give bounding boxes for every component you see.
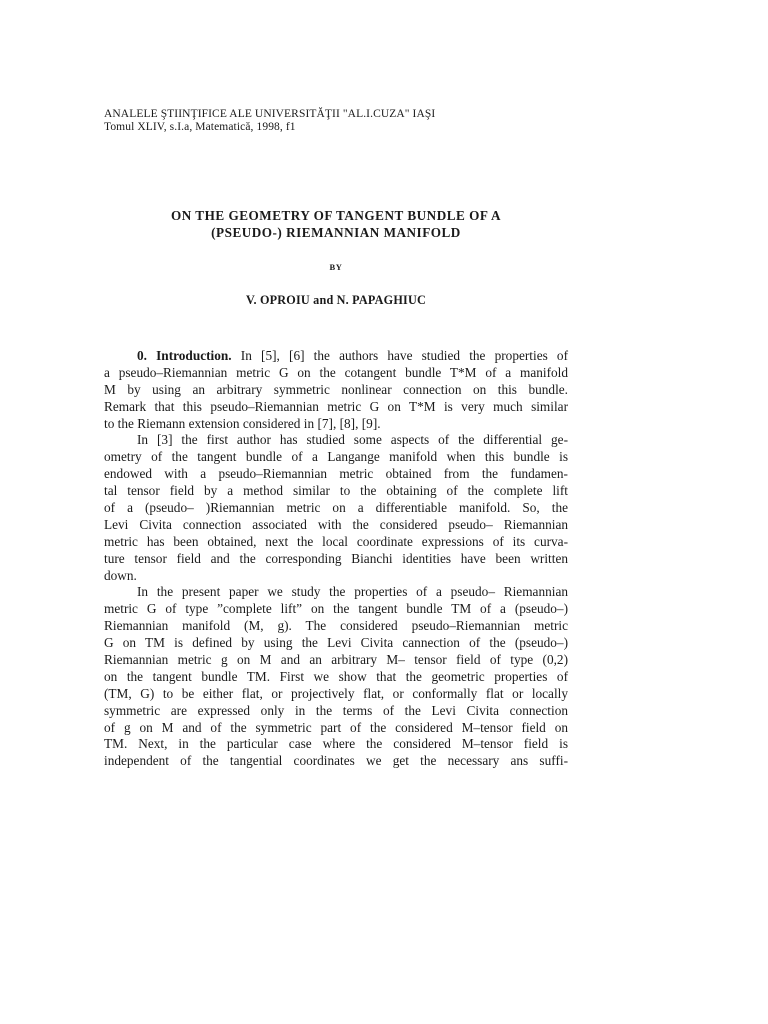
text-line: endowed with a pseudo–Riemannian metric obtained from the fundamen- xyxy=(104,466,568,482)
text-line: Levi Civita connection associated with the considered pseudo– Riemannian xyxy=(104,516,568,532)
text-line: ometry of the tangent bundle of a Langange manifold when this bundle is xyxy=(104,449,568,465)
text-line: on the tangent bundle TM. First we show that the geometric properties of xyxy=(104,668,568,684)
text-line: 0. Introduction. In [5], [6] the authors have studied the properties of xyxy=(137,348,569,363)
text-line: metric G of type ”complete lift” on the tangent bundle TM of a (pseudo–) xyxy=(104,601,568,617)
authors: V. OPROIU and N. PAPAGHIUC xyxy=(246,293,426,307)
text-line: G on TM is defined by using the Levi Civita cannection of the (pseudo–) xyxy=(104,635,568,651)
section-heading: 0. Introduction. xyxy=(137,348,232,363)
text-line: In the present paper we study the properties of a pseudo– Riemannian xyxy=(137,584,568,600)
text-line: metric has been obtained, next the local coordinate expressions of its curva- xyxy=(104,533,568,549)
journal-volume: Tomul XLIV, s.I.a, Matematică, 1998, f1 xyxy=(104,121,296,133)
text-line: (TM, G) to be either flat, or projectively flat, or conformally flat or locally xyxy=(104,685,568,701)
text-line: Remark that this pseudo–Riemannian metric G on T*M is very much similar xyxy=(104,398,568,414)
text-line: to the Riemann extension considered in [7], [8], [9]. xyxy=(104,415,381,431)
text-line: Riemannian manifold (M, g). The considered pseudo–Riemannian metric xyxy=(104,618,568,634)
title-line-1: ON THE GEOMETRY OF TANGENT BUNDLE OF A xyxy=(170,208,502,223)
paper-title xyxy=(104,207,568,241)
text-line: M by using an arbitrary symmetric nonlinear connection on this bundle. xyxy=(104,381,568,397)
text-line: of g on M and of the symmetric part of the considered M–tensor field on xyxy=(104,719,568,735)
text-line: tal tensor field by a method similar to the obtaining of the complete lift xyxy=(104,483,568,499)
text-line: Riemannian metric g on M and an arbitrary M– tensor field of type (0,2) xyxy=(104,652,568,668)
text-line: symmetric are expressed only in the terms of the Levi Civita connection xyxy=(104,702,568,718)
introduction-section xyxy=(104,348,568,770)
text-line: a pseudo–Riemannian metric G on the cotangent bundle T*M of a manifold xyxy=(104,364,568,380)
by-label: BY xyxy=(329,262,343,272)
text-line: ture tensor field and the corresponding Bianchi identities have been written xyxy=(104,550,568,566)
text-line: independent of the tangential coordinates we get the necessary ans suffi- xyxy=(104,753,568,769)
journal-name: ANALELE ŞTIINŢIFICE ALE UNIVERSITĂŢII "AL.I.CUZA" IAŞI xyxy=(104,108,436,120)
text-line: down. xyxy=(104,567,137,583)
text-line: TM. Next, in the particular case where the considered M–tensor field is xyxy=(104,736,568,752)
title-line-2: (PSEUDO-) RIEMANNIAN MANIFOLD xyxy=(211,225,461,240)
text-line: In [3] the first author has studied some aspects of the differential ge- xyxy=(137,432,568,448)
text-line: of a (pseudo– )Riemannian metric on a differentiable manifold. So, the xyxy=(104,500,568,516)
journal-header xyxy=(104,108,435,134)
